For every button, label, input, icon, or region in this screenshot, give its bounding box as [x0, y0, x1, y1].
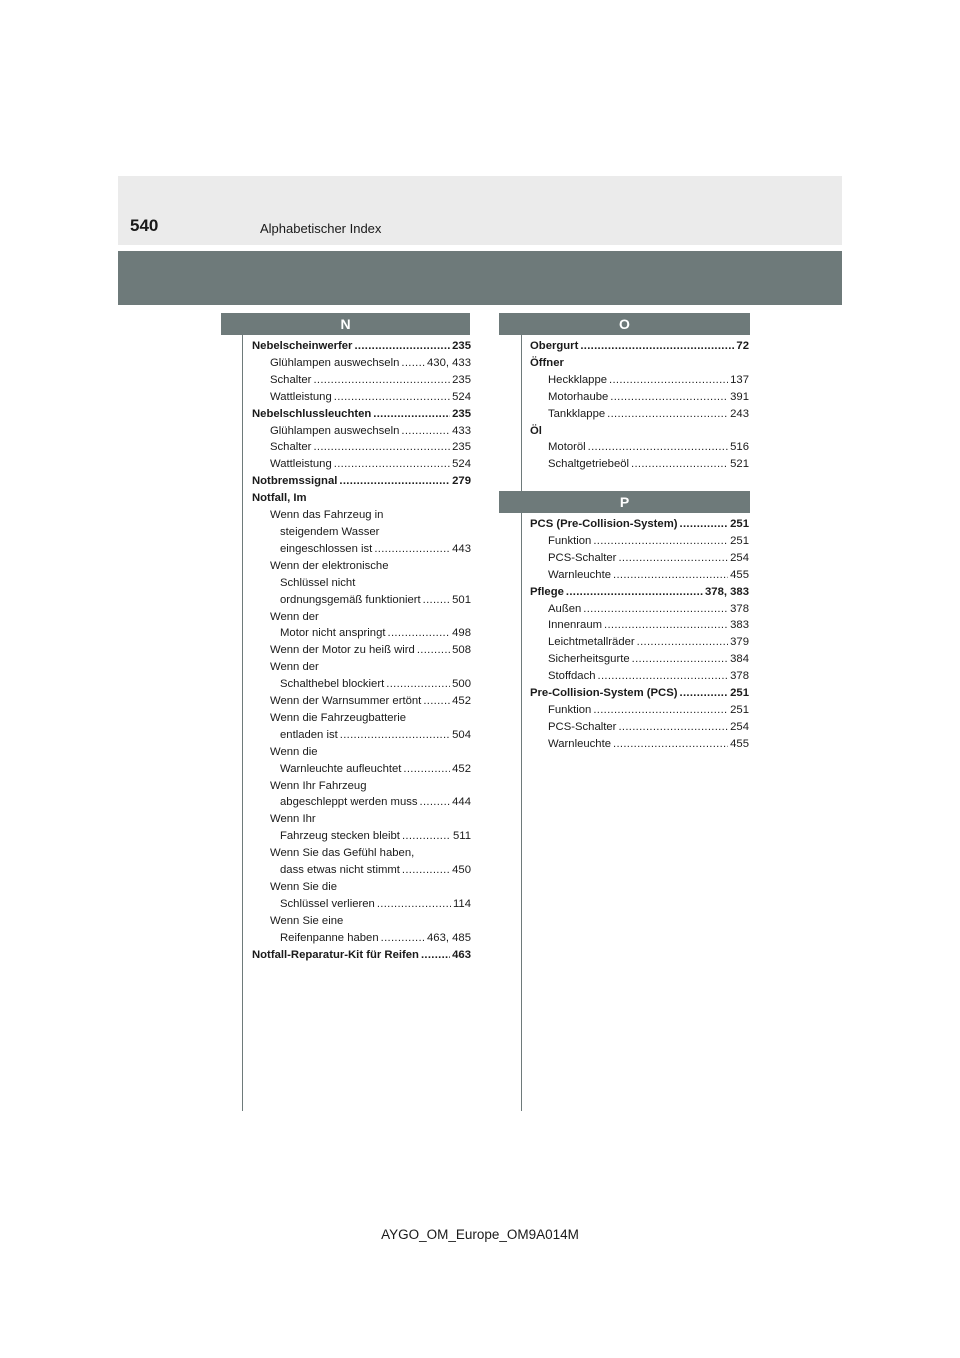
index-entry [252, 406, 471, 423]
leader-dots [632, 651, 729, 668]
leader-dots [583, 601, 728, 618]
index-entry [530, 584, 749, 601]
index-entry [252, 541, 471, 558]
leader-dots [374, 541, 450, 558]
index-entry [530, 516, 749, 533]
index-column-o [530, 338, 749, 473]
index-entry-label: Schlüssel verlieren [280, 897, 375, 910]
leader-dots [607, 406, 728, 423]
index-entry [252, 811, 471, 828]
index-entry-label: Notfall-Reparatur-Kit für Reifen [252, 948, 419, 961]
index-entry-page: 463 [452, 948, 471, 961]
index-entry-label: Notbremssignal [252, 475, 338, 488]
letter-heading-p: P [499, 491, 750, 513]
leader-dots [402, 828, 451, 845]
letter-heading-n: N [221, 313, 470, 335]
index-entry-page: 254 [730, 720, 749, 733]
index-entry [252, 913, 471, 930]
index-entry-label: Wenn der Warnsummer ertönt [270, 695, 422, 708]
index-entry-page: 243 [730, 407, 749, 420]
leader-dots [401, 355, 425, 372]
leader-dots [388, 625, 451, 642]
index-entry-label: Öffner [530, 356, 564, 369]
leader-dots [598, 668, 729, 685]
index-entry [530, 550, 749, 567]
index-entry [530, 439, 749, 456]
index-entry-label: Motoröl [548, 441, 586, 454]
index-entry-label: Funktion [548, 703, 592, 716]
index-entry-label: Schalthebel blockiert [280, 678, 385, 691]
index-entry-page: 501 [452, 593, 471, 606]
index-entry [530, 406, 749, 423]
index-entry-page: 430, 433 [427, 356, 471, 369]
leader-dots [402, 862, 450, 879]
index-entry [252, 642, 471, 659]
index-entry-label: Wattleistung [270, 458, 332, 471]
index-entry [252, 389, 471, 406]
index-entry-label: Tankklappe [548, 407, 606, 420]
index-entry-label: Schlüssel nicht [280, 576, 356, 589]
index-entry [252, 761, 471, 778]
index-entry-label: Wenn Sie eine [270, 914, 344, 927]
index-entry [252, 693, 471, 710]
leader-dots [340, 727, 450, 744]
index-entry-label: Fahrzeug stecken bleibt [280, 830, 400, 843]
index-entry [252, 845, 471, 862]
index-entry-page: 455 [730, 568, 749, 581]
index-entry-label: Schaltgetriebeöl [548, 458, 630, 471]
index-entry [252, 372, 471, 389]
leader-dots [354, 338, 450, 355]
index-entry-page: 251 [730, 687, 749, 700]
leader-dots [334, 456, 450, 473]
index-entry-label: Stoffdach [548, 670, 596, 683]
index-entry-label: Notfall, Im [252, 492, 307, 505]
index-entry [252, 490, 471, 507]
index-entry [252, 592, 471, 609]
index-entry-label: Obergurt [530, 340, 579, 352]
index-entry-label: Wenn die Fahrzeugbatterie [270, 711, 407, 724]
index-entry-page: 500 [452, 678, 471, 691]
leader-dots [680, 685, 729, 702]
leader-dots [417, 642, 450, 659]
leader-dots [613, 736, 728, 753]
index-entry-page: 235 [452, 340, 471, 352]
index-entry-page: 251 [730, 518, 749, 530]
index-entry-label: Nebelschlussleuchten [252, 407, 372, 420]
index-entry [530, 355, 749, 372]
index-entry [252, 744, 471, 761]
index-entry-page: 384 [730, 653, 749, 666]
index-entry [530, 736, 749, 753]
index-entry [530, 685, 749, 702]
page-number: 540 [130, 216, 159, 235]
index-entry-page: 251 [730, 703, 749, 716]
leader-dots [313, 439, 450, 456]
index-entry-label: Wenn die [270, 745, 318, 758]
document-id-footer: AYGO_OM_Europe_OM9A014M [381, 1227, 579, 1242]
index-entry-label: Wattleistung [270, 390, 332, 403]
index-entry-label: Heckklappe [548, 373, 608, 386]
index-entry-label: steigendem Wasser [280, 525, 380, 538]
leader-dots [593, 533, 728, 550]
index-entry-label: dass etwas nicht stimmt [280, 864, 400, 877]
index-entry-page: 516 [730, 441, 749, 454]
index-entry [530, 634, 749, 651]
index-entry [530, 617, 749, 634]
left-column-rule [242, 334, 243, 1111]
index-column-n [252, 338, 471, 964]
index-entry-label: Wenn Ihr Fahrzeug [270, 779, 367, 792]
index-entry-label: Sicherheitsgurte [548, 653, 630, 666]
index-entry-label: Warnleuchte [548, 737, 611, 750]
index-entry [530, 651, 749, 668]
index-entry-label: Pre-Collision-System (PCS) [530, 687, 678, 700]
index-entry-page: 235 [452, 407, 471, 420]
index-entry [252, 794, 471, 811]
leader-dots [610, 389, 728, 406]
index-entry [252, 456, 471, 473]
index-entry-label: Schalter [270, 373, 312, 386]
leader-dots [420, 794, 451, 811]
index-entry [530, 456, 749, 473]
leader-dots [604, 617, 728, 634]
index-entry-page: 378 [730, 670, 749, 683]
leader-dots [580, 338, 734, 355]
leader-dots [566, 584, 703, 601]
index-entry [252, 710, 471, 727]
leader-dots [334, 389, 450, 406]
index-entry-label: Innenraum [548, 619, 603, 632]
index-entry [252, 473, 471, 490]
index-entry [530, 423, 749, 440]
index-entry [530, 601, 749, 618]
index-entry-label: Warnleuchte [548, 568, 611, 581]
index-entry [252, 947, 471, 964]
index-entry-label: Leichtmetallräder [548, 636, 635, 649]
index-entry-page: 444 [452, 796, 471, 809]
index-entry-label: Glühlampen auswechseln [270, 424, 400, 437]
index-entry-label: entladen ist [280, 728, 338, 741]
leader-dots [609, 372, 728, 389]
index-entry [252, 355, 471, 372]
index-entry-page: 455 [730, 737, 749, 750]
index-entry-label: PCS-Schalter [548, 720, 617, 733]
leader-dots [423, 693, 450, 710]
leader-dots [637, 634, 728, 651]
index-entry-page: 452 [452, 762, 471, 775]
header-band [118, 176, 842, 245]
index-entry-label: Wenn Ihr [270, 813, 316, 826]
index-entry-label: Wenn Sie die [270, 881, 337, 893]
leader-dots [401, 423, 450, 440]
index-entry [252, 439, 471, 456]
index-entry [530, 668, 749, 685]
index-entry-label: PCS-Schalter [548, 551, 617, 564]
index-entry-page: 524 [452, 390, 471, 403]
leader-dots [423, 592, 450, 609]
leader-dots [377, 896, 451, 913]
index-column-p [530, 516, 749, 753]
section-title: Alphabetischer Index [260, 221, 382, 236]
index-entry-label: Warnleuchte aufleuchtet [280, 762, 402, 775]
leader-dots [593, 702, 728, 719]
index-entry [252, 338, 471, 355]
index-entry-label: Schalter [270, 441, 312, 454]
right-column-rule [521, 334, 522, 1111]
index-entry-label: PCS (Pre-Collision-System) [530, 518, 678, 530]
index-entry [252, 507, 471, 524]
index-entry [252, 676, 471, 693]
index-entry-page: 521 [730, 458, 749, 471]
index-entry-page: 463, 485 [427, 931, 471, 944]
index-entry [252, 575, 471, 592]
index-entry-label: Funktion [548, 534, 592, 547]
header-dark-band [118, 251, 842, 305]
leader-dots [421, 947, 450, 964]
index-entry-page: 378 [730, 602, 749, 615]
index-entry [530, 719, 749, 736]
index-entry [252, 896, 471, 913]
leader-dots [403, 761, 450, 778]
index-entry-page: 391 [730, 390, 749, 403]
index-entry [252, 659, 471, 676]
leader-dots [613, 567, 728, 584]
index-entry [530, 567, 749, 584]
index-entry-page: 379 [730, 636, 749, 649]
index-entry [252, 558, 471, 575]
index-entry-label: Motorhaube [548, 390, 609, 403]
index-entry-page: 114 [452, 897, 471, 910]
index-entry-page: 378, 383 [705, 585, 749, 598]
index-entry-page: 508 [452, 644, 471, 657]
index-entry-label: Wenn der elektronische [270, 559, 389, 572]
index-entry-page: 383 [730, 619, 749, 632]
index-entry-page: 254 [730, 551, 749, 564]
index-entry-page: 279 [452, 475, 471, 488]
leader-dots [381, 930, 425, 947]
index-entry-page: 443 [452, 542, 471, 555]
index-entry [252, 625, 471, 642]
index-entry [252, 609, 471, 626]
index-entry-page: 504 [452, 728, 471, 741]
leader-dots [588, 439, 728, 456]
index-entry-label: Nebelscheinwerfer [252, 340, 353, 352]
index-entry-page: 524 [452, 458, 471, 471]
leader-dots [618, 550, 728, 567]
index-entry [530, 702, 749, 719]
index-entry-label: ordnungsgemäß funktioniert [280, 593, 421, 606]
index-entry [530, 389, 749, 406]
index-entry-label: Öl [530, 424, 542, 437]
index-entry-label: eingeschlossen ist [280, 542, 373, 555]
index-entry [530, 372, 749, 389]
index-entry-page: 72 [736, 340, 749, 352]
index-entry [252, 423, 471, 440]
index-entry [252, 930, 471, 947]
index-entry [252, 862, 471, 879]
index-entry-label: abgeschleppt werden muss [280, 796, 418, 809]
index-entry-page: 511 [452, 830, 471, 843]
index-entry-label: Wenn der [270, 610, 319, 623]
index-entry-label: Außen [548, 602, 582, 615]
index-entry-page: 498 [452, 627, 471, 640]
index-entry [252, 879, 471, 896]
index-entry-page: 235 [452, 441, 471, 454]
index-entry [530, 533, 749, 550]
index-entry-page: 235 [452, 373, 471, 386]
index-entry-label: Reifenpanne haben [280, 931, 379, 944]
index-entry-label: Pflege [530, 585, 564, 598]
index-entry-page: 433 [452, 424, 471, 437]
index-entry-label: Wenn der Motor zu heiß wird [270, 644, 415, 657]
leader-dots [313, 372, 450, 389]
index-entry-label: Wenn Sie das Gefühl haben, [270, 847, 415, 860]
index-entry [252, 778, 471, 795]
leader-dots [386, 676, 450, 693]
index-entry-label: Wenn das Fahrzeug in [270, 509, 384, 522]
index-entry [530, 338, 749, 355]
leader-dots [618, 719, 728, 736]
index-entry-page: 251 [730, 534, 749, 547]
leader-dots [680, 516, 729, 533]
index-entry-label: Glühlampen auswechseln [270, 356, 400, 369]
leader-dots [339, 473, 450, 490]
index-entry-page: 450 [452, 864, 471, 877]
index-entry [252, 828, 471, 845]
leader-dots [373, 406, 450, 423]
index-entry [252, 727, 471, 744]
index-entry-page: 137 [730, 373, 749, 386]
index-entry [252, 524, 471, 541]
leader-dots [631, 456, 728, 473]
index-entry-page: 452 [452, 695, 471, 708]
index-entry-label: Wenn der [270, 661, 319, 674]
index-entry-label: Motor nicht anspringt [280, 627, 386, 640]
letter-heading-o: O [499, 313, 750, 335]
